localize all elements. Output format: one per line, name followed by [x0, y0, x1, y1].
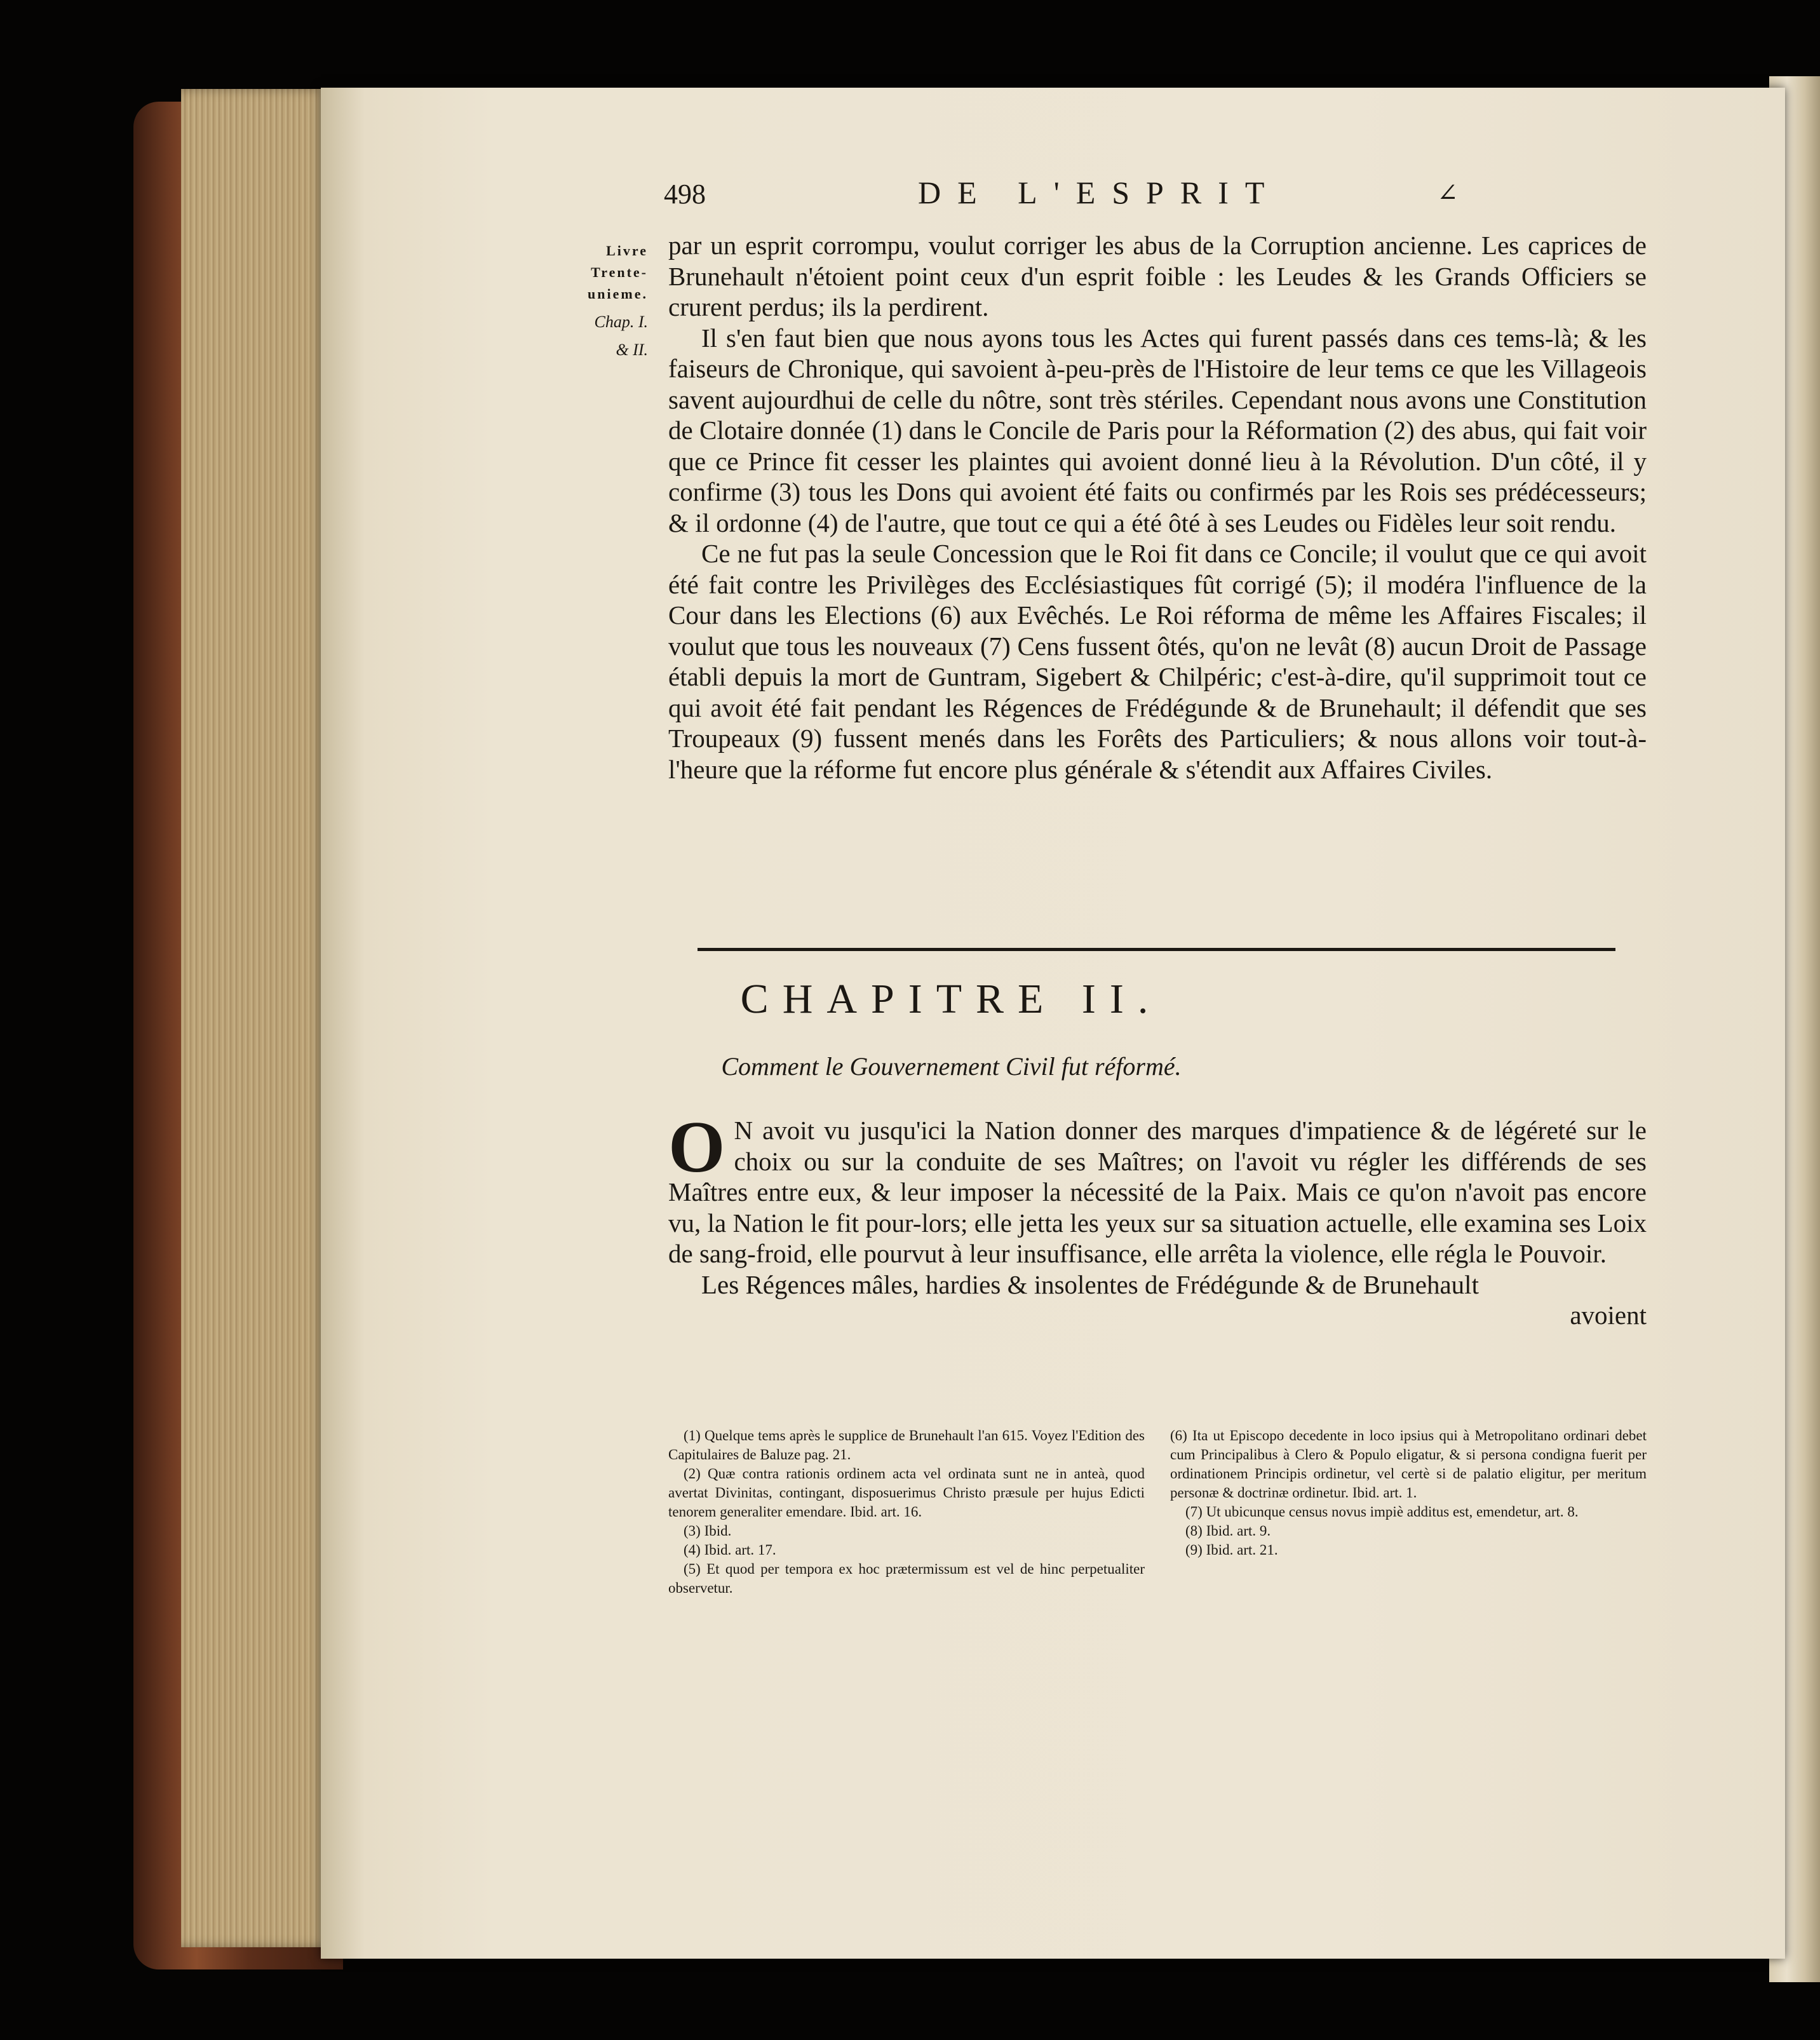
footnote-7: (7) Ut ubicunque census novus impiè additus est, emendetur, art. 8. — [1185, 1504, 1579, 1520]
footnote-8: (8) Ibid. art. 9. — [1185, 1523, 1271, 1539]
chapter-subtitle: Comment le Gouvernement Civil fut réformé. — [721, 1052, 1182, 1081]
footnote-1: (1) Quelque tems après le supplice de Brunehault l'an 615. Voyez l'Edition des Capitulaires de Baluze pag. 21. — [668, 1428, 1145, 1462]
margin-unieme: unieme. — [588, 286, 648, 302]
footnote-6: (6) Ita ut Episcopo decedente in loco ipsius qui à Metropolitano ordinari debet cum Principalibus à Clero & Populo eligatur, & si persona condigna fuerit per ordinationem Principis ordinetur, vel certè si de palatio eligitur, per meritum personæ & doctrinæ ordinetur. Ibid. art. 1. — [1170, 1428, 1647, 1501]
chapter-text — [668, 1107, 1647, 1331]
chapter-title: CHAPITRE II. — [740, 976, 1163, 1022]
chapter-rule — [698, 948, 1615, 951]
catchword: avoient — [1570, 1300, 1647, 1330]
margin-chap-2: & II. — [616, 341, 648, 359]
paragraph-3: Ce ne fut pas la seule Concession que le Roi fit dans ce Concile; il voulut que ce qui avoit été fait contre les Privilèges des Ecclésiastiques fût corrigé (5); il modéra l'influence de la Cour dans les Elections (6) aux Evêchés. Le Roi réforma de même les Affaires Fiscales; il voulut que tous les nouveaux (7) Cens fussent ôtés, qu'on ne levât (8) aucun Droit de Passage établi depuis la mort de Guntram, Sigebert & Chilpéric; c'est-à-dire, qu'il supprimoit tout ce qui avoit été fait pendant les Régences de Frédégunde & de Brunehault; il défendit que ses Troupeaux (9) fussent menés dans les Forêts des Particuliers; & nous allons voir tout-à-l'heure que la réforme fut encore plus générale & s'étendit aux Affaires Civiles. — [668, 539, 1647, 784]
page-number: 498 — [664, 179, 706, 210]
footnote-3: (3) Ibid. — [684, 1523, 732, 1539]
footnote-5: (5) Et quod per tempora ex hoc prætermissum est vel de hinc perpetualiter observetur. — [668, 1561, 1145, 1596]
footnotes-left — [668, 1426, 1145, 1598]
footnotes-right — [1170, 1426, 1647, 1560]
paragraph-2: Il s'en faut bien que nous ayons tous les Actes qui furent passés dans ces tems-là; & les faiseurs de Chronique, qui savoient à-peu-près de l'Histoire de leur tems ce que les Villageois savent aujourdhui de celle du nôtre, sont très stériles. Cependant nous avons une Constitution de Clotaire donnée (1) dans le Concile de Paris pour la Réformation (2) des abus, qui fait voir que ce Prince fit cesser les plaintes qui avoient donné lieu à la Révolution. D'un côté, il y confirme (3) tous les Dons qui avoient été faits ou confirmés par les Rois ses prédécesseurs; & il ordonne (4) de l'autre, que tout ce qui a été ôté à ses Leudes ou Fidèles leur soit rendu. — [668, 323, 1647, 537]
running-title: DE L'ESPRIT — [918, 175, 1281, 210]
main-text — [668, 230, 1647, 785]
running-head — [0, 175, 1820, 216]
margin-livre: Livre — [606, 243, 648, 259]
chapter-paragraph-2: Les Régences mâles, hardies & insolentes de Frédégunde & de Brunehault — [701, 1269, 1479, 1299]
margin-note — [534, 240, 648, 361]
chapter-paragraph-1: N avoit vu jusqu'ici la Nation donner des marques d'impatience & de légéreté sur le choix ou sur la conduite de ses Maîtres; on l'avoit vu régler les différends de ses Maîtres entre eux, & leur imposer la nécessité de la Paix. Mais ce qu'on n'avoit pas encore vu, la Nation le fit pour-lors; elle jetta les yeux sur sa situation actuelle, elle examina ses Loix de sang-froid, elle pourvut à leur insuffisance, elle arrêta la violence, elle régla le Pouvoir. — [668, 1116, 1647, 1268]
margin-chap: Chap. I. — [594, 313, 648, 331]
footnote-4: (4) Ibid. art. 17. — [684, 1542, 776, 1558]
footnote-2: (2) Quæ contra rationis ordinem acta vel ordinata sunt ne in anteà, quod avertat Divinitas, contingant, disposuerimus Christo præsule per hujus Edicti tenorem generaliter emendare. Ibid. art. 16. — [668, 1466, 1145, 1520]
ink-mark: ∠ — [1437, 179, 1459, 207]
footnote-9: (9) Ibid. art. 21. — [1185, 1542, 1278, 1558]
margin-trente: Trente- — [591, 264, 648, 280]
drop-cap: O — [668, 1107, 725, 1187]
paragraph-1: par un esprit corrompu, voulut corriger les abus de la Corruption ancienne. Les caprices de Brunehault n'étoient point ceux d'un esprit foible : les Leudes & les Grands Officiers se crurent perdus; ils la perdirent. — [668, 231, 1647, 321]
